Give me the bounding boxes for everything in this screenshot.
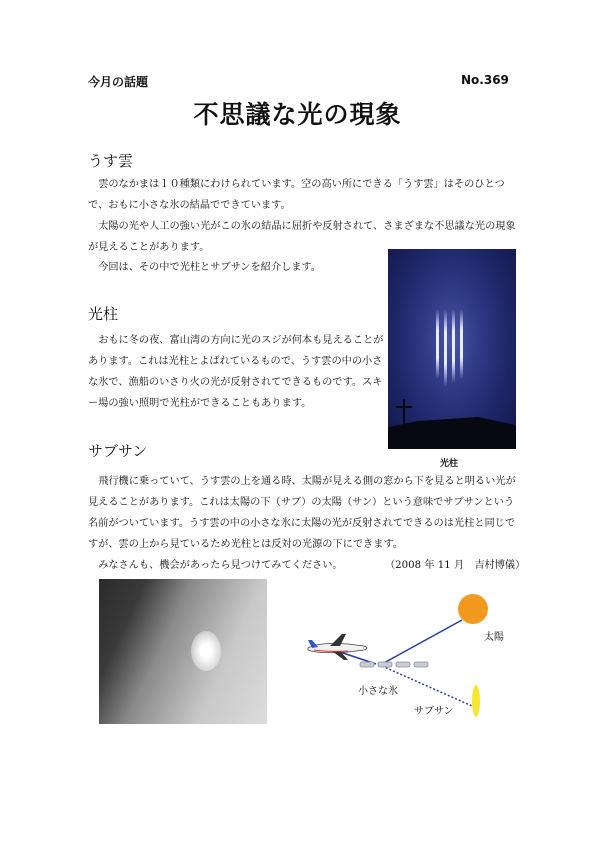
subsun-text-2: みなさんも、機会があったら見つけてみてください。 [98,560,343,571]
usugumo-paragraph-3 [88,257,388,278]
diagram-graphic [290,578,510,726]
page-title: 不思議な光の現象 [193,100,402,129]
ice-label: 小さな氷 [358,686,398,697]
section-heading-usugumo: うす雲 [88,152,134,170]
section-heading-subsun: サブサン [88,442,148,460]
sun-label: 太陽 [484,632,504,643]
kouchuu-paragraph [88,330,384,414]
usugumo-paragraph-1 [88,174,520,216]
usugumo-text-1: 雲のなかまは１０種類にわけられています。空の高い所にできる「うす雲」はそのひとつで、おもに小さな氷の結晶でできています。 [88,179,505,211]
photo-caption: 光柱 [440,459,459,469]
subsun-icon [472,685,480,717]
usugumo-text-2: 太陽の光や人工の強い光がこの氷の結晶に屈折や反射されて、さまざまな不思議な光の現象が見えることがあります。 [88,221,516,253]
subsun-photo [99,579,267,724]
airplane-icon [308,634,367,660]
sun-ray-line [382,620,462,664]
header-label: 今月の話題 [88,75,149,89]
subsun-label: サブサン [414,706,454,717]
sun-icon [458,594,488,624]
usugumo-text-3: 今回は、その中で光柱とサブサンを紹介します。 [98,262,321,273]
kouchuu-text: おもに冬の夜、富山湾の方向に光のスジが何本も見えることがあります。これは光柱とよばれているもので、うす雲の中の小さな氷で、漁船のいさり火の光が反射されてできるものです。スキー場の強い照明で光柱ができることもあります。 [88,335,384,409]
ice-crystals-icon [360,662,428,667]
section-heading-kouchuu: 光柱 [88,305,119,323]
issue-number: No.369 [461,73,509,87]
subsun-paragraph-1 [88,471,520,555]
subsun-paragraph-2 [88,555,378,576]
credit-line: （2008 年 11 月 吉村博儀） [385,560,526,571]
light-pillar-photo [388,249,516,449]
subsun-text-1: 飛行機に乗っていて、うす雲の上を通る時、太陽が見える側の窓から下を見ると明るい光が見えることがあります。これは太陽の下（サブ）の太陽（サン）という意味でサブサンという名前がついています。うす雲の中の小さな氷に太陽の光が反射されてできるのは光柱と同じですが、雲の上から見ているため光柱とは反対の光源の下にできます。 [88,476,516,550]
building-silhouette [388,249,516,449]
subsun-diagram [290,578,510,726]
